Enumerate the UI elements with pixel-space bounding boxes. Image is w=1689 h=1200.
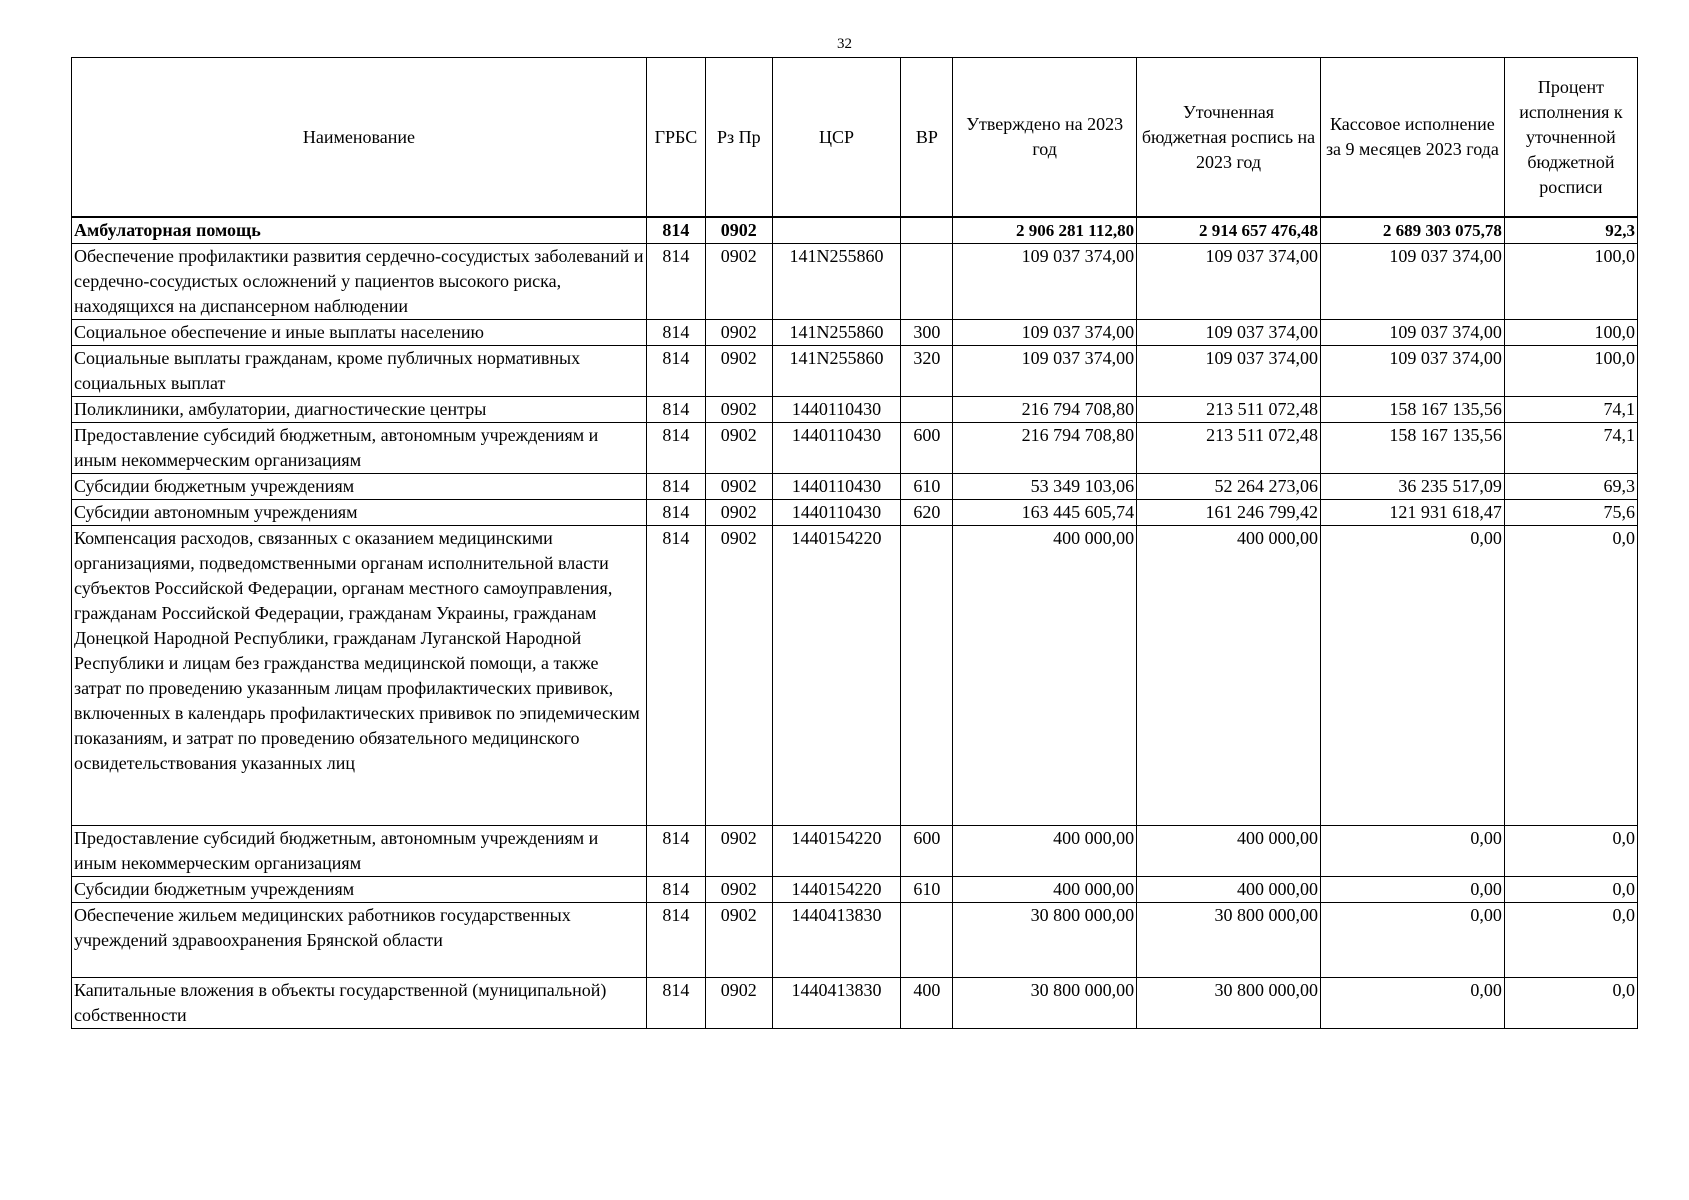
cell-cash: 0,00 [1320,903,1504,978]
cell-csr: 1440110430 [772,397,901,423]
cell-name: Предоставление субсидий бюджетным, автономным учреждениям и иным некоммерческим организациям [72,826,647,877]
cell-grbs: 814 [646,474,705,500]
cell-name: Компенсация расходов, связанных с оказанием медицинскими организациями, подведомственными органам исполнительной власти субъектов Российской Федерации, органам местного самоуправления, гражданам Российской Федерации, гражданам Украины, гражданам Донецкой Народной Республики, гражданам Луганской Народной Республики и лицам без гражданства медицинской помощи, а также затрат по проведению указанным лицам профилактических прививок, включенных в календарь профилактических прививок по эпидемическим показаниям, и затрат по проведению обязательного медицинского освидетельствования указанных лиц [72,526,647,826]
table-row [72,826,1638,877]
header-cash: Кассовое исполнение за 9 месяцев 2023 года [1320,58,1504,218]
cell-csr: 1440110430 [772,500,901,526]
cell-refined: 161 246 799,42 [1137,500,1321,526]
cell-cash: 0,00 [1320,526,1504,826]
table-row [72,526,1638,826]
cell-csr: 1440413830 [772,978,901,1029]
cell-approved: 109 037 374,00 [953,244,1137,320]
cell-name: Обеспечение жильем медицинских работников государственных учреждений здравоохранения Брянской области [72,903,647,978]
cell-name: Социальное обеспечение и иные выплаты населению [72,320,647,346]
cell-percent: 74,1 [1504,423,1637,474]
cell-cash: 0,00 [1320,826,1504,877]
cell-grbs: 814 [646,397,705,423]
cell-csr: 1440413830 [772,903,901,978]
cell-vr [901,217,953,244]
table-row [72,903,1638,978]
cell-approved: 400 000,00 [953,826,1137,877]
cell-vr [901,244,953,320]
cell-grbs: 814 [646,978,705,1029]
cell-grbs: 814 [646,526,705,826]
cell-refined: 109 037 374,00 [1137,244,1321,320]
header-csr: ЦСР [772,58,901,218]
cell-rzpr: 0902 [706,217,773,244]
cell-rzpr: 0902 [706,903,773,978]
table-row [72,346,1638,397]
table-row [72,320,1638,346]
cell-percent: 0,0 [1504,978,1637,1029]
cell-cash: 36 235 517,09 [1320,474,1504,500]
cell-vr [901,903,953,978]
cell-grbs: 814 [646,217,705,244]
page-number: 32 [837,36,852,52]
cell-percent: 0,0 [1504,526,1637,826]
table-row [72,217,1638,244]
cell-refined: 213 511 072,48 [1137,423,1321,474]
cell-percent: 0,0 [1504,903,1637,978]
cell-grbs: 814 [646,346,705,397]
cell-percent: 92,3 [1504,217,1637,244]
header-name: Наименование [72,58,647,218]
cell-cash: 109 037 374,00 [1320,320,1504,346]
cell-refined: 109 037 374,00 [1137,320,1321,346]
cell-cash: 0,00 [1320,877,1504,903]
cell-name: Субсидии бюджетным учреждениям [72,474,647,500]
cell-refined: 30 800 000,00 [1137,978,1321,1029]
cell-refined: 2 914 657 476,48 [1137,217,1321,244]
budget-table [71,57,1638,1029]
cell-name: Субсидии автономным учреждениям [72,500,647,526]
cell-vr: 300 [901,320,953,346]
cell-cash: 158 167 135,56 [1320,397,1504,423]
cell-vr: 620 [901,500,953,526]
cell-vr: 610 [901,474,953,500]
cell-vr [901,526,953,826]
cell-rzpr: 0902 [706,423,773,474]
cell-refined: 109 037 374,00 [1137,346,1321,397]
cell-rzpr: 0902 [706,978,773,1029]
cell-vr [901,397,953,423]
cell-percent: 75,6 [1504,500,1637,526]
cell-csr [772,217,901,244]
cell-csr: 141N255860 [772,320,901,346]
cell-grbs: 814 [646,423,705,474]
cell-name: Социальные выплаты гражданам, кроме публичных нормативных социальных выплат [72,346,647,397]
cell-percent: 69,3 [1504,474,1637,500]
cell-csr: 1440154220 [772,877,901,903]
cell-csr: 141N255860 [772,346,901,397]
cell-rzpr: 0902 [706,320,773,346]
cell-approved: 30 800 000,00 [953,978,1137,1029]
cell-percent: 0,0 [1504,877,1637,903]
table-header-row [72,58,1638,218]
cell-cash: 109 037 374,00 [1320,346,1504,397]
cell-grbs: 814 [646,877,705,903]
cell-refined: 400 000,00 [1137,826,1321,877]
cell-grbs: 814 [646,903,705,978]
header-approved: Утверждено на 2023 год [953,58,1137,218]
cell-refined: 30 800 000,00 [1137,903,1321,978]
cell-rzpr: 0902 [706,877,773,903]
cell-refined: 213 511 072,48 [1137,397,1321,423]
cell-vr: 610 [901,877,953,903]
cell-cash: 158 167 135,56 [1320,423,1504,474]
cell-csr: 1440154220 [772,826,901,877]
cell-cash: 2 689 303 075,78 [1320,217,1504,244]
cell-approved: 2 906 281 112,80 [953,217,1137,244]
cell-csr: 1440154220 [772,526,901,826]
cell-grbs: 814 [646,244,705,320]
cell-cash: 109 037 374,00 [1320,244,1504,320]
cell-rzpr: 0902 [706,397,773,423]
cell-refined: 52 264 273,06 [1137,474,1321,500]
cell-approved: 30 800 000,00 [953,903,1137,978]
cell-approved: 400 000,00 [953,877,1137,903]
table-row [72,244,1638,320]
cell-name: Обеспечение профилактики развития сердечно-сосудистых заболеваний и сердечно-сосудистых осложнений у пациентов высокого риска, находящихся на диспансерном наблюдении [72,244,647,320]
cell-grbs: 814 [646,826,705,877]
table-row [72,397,1638,423]
cell-rzpr: 0902 [706,826,773,877]
cell-csr: 1440110430 [772,423,901,474]
cell-name: Предоставление субсидий бюджетным, автономным учреждениям и иным некоммерческим организациям [72,423,647,474]
cell-vr: 320 [901,346,953,397]
cell-approved: 216 794 708,80 [953,423,1137,474]
cell-rzpr: 0902 [706,346,773,397]
cell-rzpr: 0902 [706,526,773,826]
cell-refined: 400 000,00 [1137,526,1321,826]
header-refined: Уточненная бюджетная роспись на 2023 год [1137,58,1321,218]
cell-vr: 600 [901,423,953,474]
cell-grbs: 814 [646,320,705,346]
cell-percent: 100,0 [1504,320,1637,346]
cell-csr: 1440110430 [772,474,901,500]
cell-grbs: 814 [646,500,705,526]
cell-approved: 400 000,00 [953,526,1137,826]
cell-percent: 100,0 [1504,244,1637,320]
cell-cash: 0,00 [1320,978,1504,1029]
header-grbs: ГРБС [646,58,705,218]
header-percent: Процент исполнения к уточненной бюджетной росписи [1504,58,1637,218]
table-row [72,474,1638,500]
table-body [72,217,1638,1029]
cell-name: Амбулаторная помощь [72,217,647,244]
cell-approved: 216 794 708,80 [953,397,1137,423]
cell-percent: 0,0 [1504,826,1637,877]
header-vr: ВР [901,58,953,218]
cell-approved: 109 037 374,00 [953,320,1137,346]
cell-approved: 53 349 103,06 [953,474,1137,500]
cell-name: Поликлиники, амбулатории, диагностические центры [72,397,647,423]
cell-vr: 400 [901,978,953,1029]
cell-refined: 400 000,00 [1137,877,1321,903]
cell-rzpr: 0902 [706,244,773,320]
table-row [72,423,1638,474]
cell-rzpr: 0902 [706,500,773,526]
cell-rzpr: 0902 [706,474,773,500]
cell-name: Капитальные вложения в объекты государственной (муниципальной) собственности [72,978,647,1029]
cell-csr: 141N255860 [772,244,901,320]
cell-cash: 121 931 618,47 [1320,500,1504,526]
cell-name: Субсидии бюджетным учреждениям [72,877,647,903]
cell-vr: 600 [901,826,953,877]
table-row [72,877,1638,903]
cell-approved: 163 445 605,74 [953,500,1137,526]
table-row [72,500,1638,526]
header-rzpr: Рз Пр [706,58,773,218]
cell-approved: 109 037 374,00 [953,346,1137,397]
table-row [72,978,1638,1029]
cell-percent: 74,1 [1504,397,1637,423]
cell-percent: 100,0 [1504,346,1637,397]
